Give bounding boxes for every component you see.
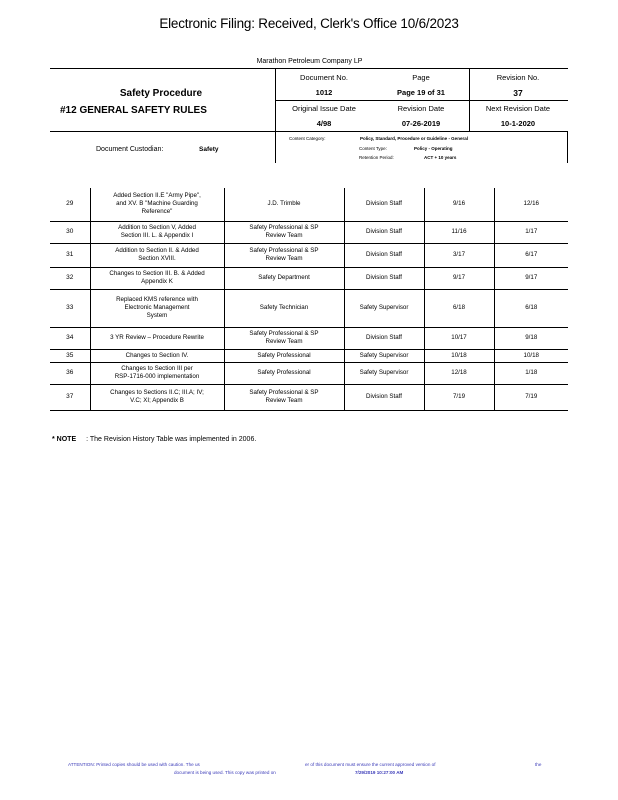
title-line-2: #12 GENERAL SAFETY RULES [60, 105, 207, 116]
revision-description-text: Changes to Sections II.C; III.A; IV; [110, 389, 204, 396]
revision-description-text: V.C; XI; Appendix B [130, 397, 184, 404]
revision-author [224, 362, 344, 384]
revision-effective-cell [494, 384, 568, 410]
revision-approved-by [344, 188, 424, 221]
revision-number-text: 33 [66, 304, 74, 311]
document-no-label: Document No. [300, 73, 348, 82]
revision-author-text: Review Team [265, 397, 303, 404]
revision-author [224, 327, 344, 349]
revision-author-text: Safety Technician [259, 304, 309, 311]
revision-number-text: 36 [66, 369, 74, 376]
revision-description-text: Replaced KMS reference with [116, 296, 198, 303]
header-rule-top [50, 68, 568, 69]
revision-number-text: 35 [66, 351, 74, 359]
revision-description-text: Reference" [141, 208, 173, 216]
filing-stamp: Electronic Filing: Received, Clerk's Office 10/6/2023 [159, 16, 459, 31]
revision-date-cell-text: 12/18 [451, 369, 467, 376]
revision-date-cell-text: 10/17 [451, 334, 467, 341]
revision-description-text: Changes to Section IV. [125, 351, 189, 359]
revision-approved-by-text: Division Staff [366, 251, 402, 258]
title-line-1: Safety Procedure [119, 88, 203, 99]
revision-approved-by [344, 221, 424, 243]
revision-description-text: and XV. B "Machine Guarding [116, 200, 198, 208]
note-label: * NOTE [52, 436, 77, 443]
revision-author-text: Safety Professional & SP [249, 389, 319, 396]
revision-date-cell [424, 327, 494, 349]
revision-effective-cell [494, 188, 568, 221]
revision-date-cell [424, 243, 494, 267]
revision-author-text: Safety Professional [257, 351, 311, 359]
revision-number [50, 289, 90, 327]
revision-effective-cell-text: 9/17 [525, 274, 538, 281]
revision-approved-by [344, 243, 424, 267]
table-row [50, 267, 568, 289]
revision-author-text: Safety Department [258, 274, 310, 281]
revision-author-text: Safety Professional & SP [249, 247, 319, 254]
revision-author-text: Review Team [265, 338, 303, 345]
document-no: 1012 [315, 88, 333, 97]
revision-approved-by-text: Safety Supervisor [359, 304, 409, 311]
header-divider-1 [275, 68, 276, 163]
revision-description [90, 384, 224, 410]
revision-number [50, 362, 90, 384]
revision-author-text: Safety Professional [257, 369, 311, 376]
revision-date-cell-text: 6/18 [452, 304, 466, 311]
revision-number [50, 327, 90, 349]
revision-approved-by-text: Safety Supervisor [359, 351, 409, 359]
table-row [50, 349, 568, 362]
footer-attention-2: document is being used. This copy was printed on [174, 770, 276, 775]
content-category: Policy, Standard, Procedure or Guideline - General [360, 136, 468, 141]
revision-effective-cell-text: 12/16 [523, 200, 539, 208]
revision-author [224, 289, 344, 327]
revision-description-text: Changes to Section III. B. & Added [109, 270, 205, 277]
footer-print-date: 7/29/2019 10:27:00 AM [355, 770, 404, 775]
revision-approved-by-text: Division Staff [366, 274, 402, 281]
revision-approved-by [344, 289, 424, 327]
revision-number-text: 34 [66, 334, 74, 341]
revision-date-cell [424, 362, 494, 384]
revision-effective-cell [494, 362, 568, 384]
revision-author [224, 267, 344, 289]
revision-description [90, 349, 224, 362]
revision-date-cell [424, 289, 494, 327]
revision-description-text: Section XVIII. [138, 255, 176, 262]
revision-history-table [50, 188, 568, 411]
revision-date-cell-text: 10/18 [451, 351, 467, 359]
page-label: Page [412, 73, 430, 82]
revision-approved-by-text: Division Staff [366, 200, 402, 208]
revision-description-text: Changes to Section III per [121, 365, 193, 372]
revision-date-cell [424, 384, 494, 410]
revision-description [90, 327, 224, 349]
revision-number [50, 384, 90, 410]
revision-date-cell-text: 7/19 [452, 393, 466, 400]
footer-attention-3: er of this document must ensure the current approved version of [305, 762, 436, 767]
revision-number-text: 30 [66, 228, 74, 235]
revision-date-cell [424, 221, 494, 243]
revision-description-text: Addition to Section II. & Added [115, 247, 199, 254]
table-row [50, 327, 568, 349]
revision-effective-cell [494, 327, 568, 349]
revision-date-cell-text: 9/17 [452, 274, 466, 281]
revision-date-cell [424, 267, 494, 289]
revision-effective-cell-text: 6/17 [525, 251, 538, 258]
revision-effective-cell [494, 221, 568, 243]
revision-date: 07-26-2019 [401, 119, 441, 128]
original-issue-date: 4/98 [316, 119, 332, 128]
revision-approved-by [344, 384, 424, 410]
revision-date-cell-text: 3/17 [452, 251, 466, 258]
revision-number-text: 32 [66, 274, 74, 281]
revision-author [224, 349, 344, 362]
revision-description-text: Added Section II.E "Army Pipe", [113, 192, 201, 200]
next-revision-date: 10-1-2020 [500, 119, 536, 128]
revision-description-text: Appendix K [141, 278, 173, 285]
table-row [50, 289, 568, 327]
content-type: Policy - Operating [414, 146, 453, 151]
revision-effective-cell [494, 349, 568, 362]
revision-date-cell [424, 349, 494, 362]
revision-author-text: Safety Professional & SP [249, 330, 319, 337]
revision-effective-cell [494, 243, 568, 267]
table-row [50, 221, 568, 243]
original-issue-label: Original Issue Date [292, 104, 356, 113]
revision-description-text: 3 YR Review – Procedure Rewrite [110, 334, 204, 341]
custodian-label: Document Custodian: [96, 146, 164, 153]
revision-effective-cell-text: 10/18 [523, 351, 539, 359]
revision-description [90, 221, 224, 243]
page-number: Page 19 of 31 [397, 88, 445, 97]
revision-description-text: Addition to Section V, Added [118, 224, 196, 231]
revision-author [224, 243, 344, 267]
revision-number [50, 267, 90, 289]
revision-description-text: Electronic Management [124, 304, 190, 311]
table-row [50, 384, 568, 410]
table-row [50, 188, 568, 221]
retention-label: Retention Period: [359, 155, 394, 160]
revision-approved-by-text: Division Staff [366, 393, 402, 400]
next-revision-label: Next Revision Date [485, 104, 551, 113]
table-row [50, 243, 568, 267]
revision-author [224, 221, 344, 243]
revision-description [90, 243, 224, 267]
revision-approved-by-text: Safety Supervisor [359, 369, 409, 376]
revision-number-text: 31 [66, 251, 74, 258]
revision-effective-cell-text: 1/18 [525, 369, 538, 376]
company-name: Marathon Petroleum Company LP [256, 58, 363, 65]
revision-no: 37 [513, 88, 523, 98]
content-category-label: Content Category: [289, 136, 326, 141]
revision-number [50, 188, 90, 221]
revision-approved-by-text: Division Staff [366, 228, 402, 235]
revision-number-text: 29 [66, 200, 74, 208]
revision-effective-cell [494, 267, 568, 289]
custodian-value: Safety [199, 146, 219, 153]
revision-date-cell [424, 188, 494, 221]
revision-author-text: J.D. Trimble [267, 200, 301, 208]
revision-effective-cell-text: 6/18 [525, 304, 538, 311]
revision-description-text: RSP-1716-000 implementation [114, 373, 200, 380]
revision-approved-by-text: Division Staff [366, 334, 402, 341]
revision-no-label: Revision No. [496, 73, 540, 82]
revision-date-cell-text: 11/16 [451, 228, 467, 235]
header-divider-right [567, 131, 568, 163]
revision-number-text: 37 [66, 393, 74, 400]
note-text: : The Revision History Table was implemented in 2006. [86, 436, 257, 443]
footer-attention-1: ATTENTION: Printed copies should be used with caution. The us [68, 762, 200, 767]
revision-description [90, 289, 224, 327]
revision-author-text: Review Team [265, 255, 303, 262]
revision-effective-cell-text: 9/18 [525, 334, 538, 341]
revision-author-text: Safety Professional & SP [249, 224, 319, 231]
content-type-label: Content Type: [359, 146, 387, 151]
revision-author [224, 188, 344, 221]
revision-description [90, 188, 224, 221]
revision-effective-cell-text: 1/17 [525, 228, 538, 235]
header-rule-bottom [50, 131, 568, 132]
retention-period: ACT + 10 years [424, 155, 457, 160]
revision-number [50, 221, 90, 243]
revision-effective-cell-text: 7/19 [525, 393, 538, 400]
header-rule-mid [275, 100, 568, 101]
revision-author [224, 384, 344, 410]
revision-number [50, 243, 90, 267]
footer-attention-4: the [535, 762, 542, 767]
revision-description-text: Section III. L. & Appendix I [120, 232, 194, 239]
revision-date-cell-text: 9/16 [452, 200, 466, 208]
table-row [50, 362, 568, 384]
revision-date-label: Revision Date [397, 104, 445, 113]
revision-description [90, 362, 224, 384]
revision-effective-cell [494, 289, 568, 327]
revision-approved-by [344, 349, 424, 362]
revision-author-text: Review Team [265, 232, 303, 239]
revision-description [90, 267, 224, 289]
revision-number [50, 349, 90, 362]
revision-approved-by [344, 362, 424, 384]
revision-approved-by [344, 267, 424, 289]
revision-description-text: System [146, 312, 168, 319]
revision-approved-by [344, 327, 424, 349]
revision-note [52, 436, 256, 443]
